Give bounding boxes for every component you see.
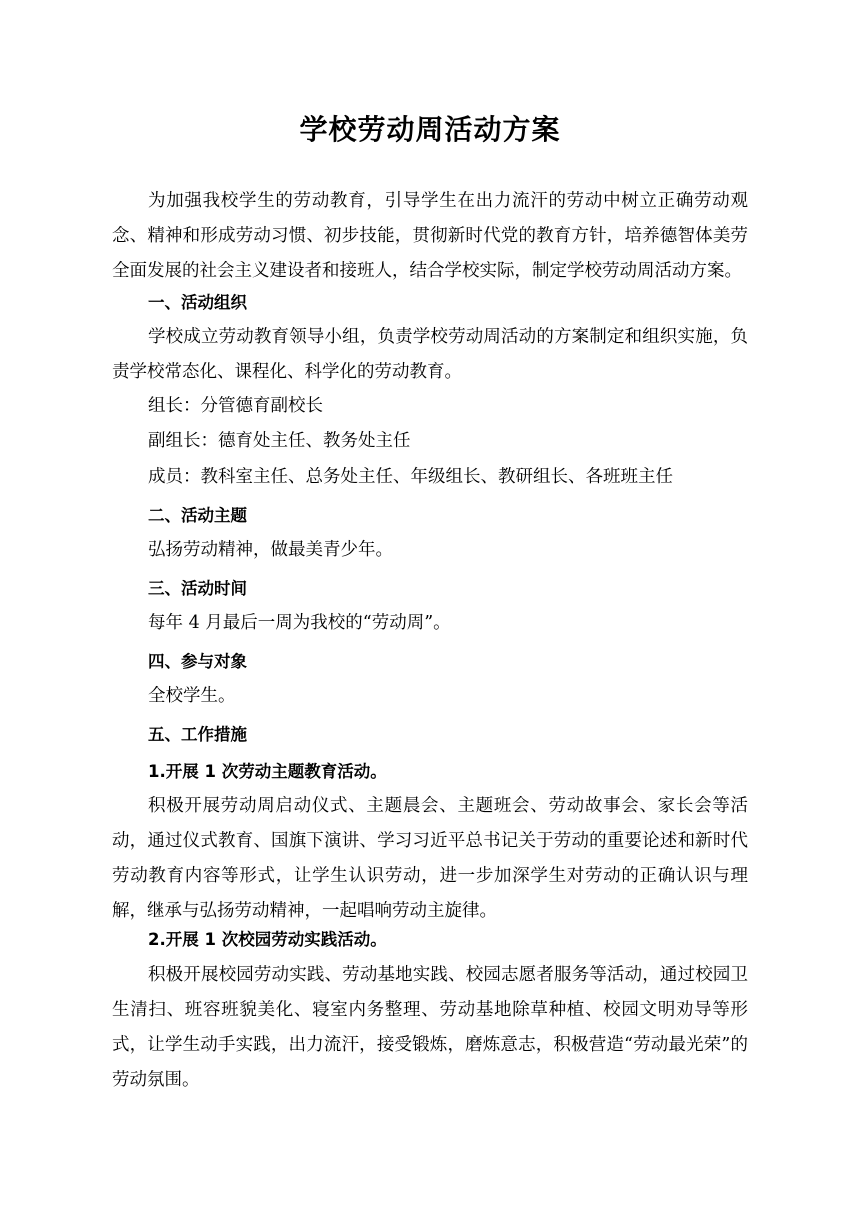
measure-1-paragraph: 积极开展劳动周启动仪式、主题晨会、主题班会、劳动故事会、家长会等活动，通过仪式教育、国旗下演讲、学习习近平总书记关于劳动的重要论述和新时代劳动教育内容等形式，让学生认识劳动，进一步加深学生对劳动的正确认识与理解，继承与弘扬劳动精神，一起唱响劳动主旋律。 <box>112 796 748 921</box>
theme-text: 弘扬劳动精神，做最美青少年。 <box>148 540 393 560</box>
section-heading-theme: 二、活动主题 <box>148 506 247 525</box>
measure-2-heading: 2.开展 1 次校园劳动实践活动。 <box>148 930 387 949</box>
members-line: 成员：教科室主任、总务处主任、年级组长、教研组长、各班班主任 <box>148 467 673 487</box>
section-heading-organization: 一、活动组织 <box>148 293 247 312</box>
vice-leader-line: 副组长：德育处主任、教务处主任 <box>148 431 411 451</box>
time-text: 每年 4 月最后一周为我校的“劳动周”。 <box>148 613 451 633</box>
leader-line: 组长：分管德育副校长 <box>148 396 323 416</box>
measure-2-paragraph: 积极开展校园劳动实践、劳动基地实践、校园志愿者服务等活动，通过校园卫生清扫、班容班貌美化、寝室内务整理、劳动基地除草种植、校园文明劝导等形式，让学生动手实践，出力流汗，接受锻炼，磨炼意志，积极营造“劳动最光荣”的劳动氛围。 <box>112 965 748 1090</box>
intro-paragraph: 为加强我校学生的劳动教育，引导学生在出力流汗的劳动中树立正确劳动观念、精神和形成劳动习惯、初步技能，贯彻新时代党的教育方针，培养德智体美劳全面发展的社会主义建设者和接班人，结合学校实际，制定学校劳动周活动方案。 <box>112 191 748 281</box>
organization-paragraph: 学校成立劳动教育领导小组，负责学校劳动周活动的方案制定和组织实施，负责学校常态化、课程化、科学化的劳动教育。 <box>112 327 748 382</box>
participants-text: 全校学生。 <box>148 686 236 706</box>
section-heading-time: 三、活动时间 <box>148 579 247 598</box>
document-title: 学校劳动周活动方案 <box>299 113 561 146</box>
measure-1-heading: 1.开展 1 次劳动主题教育活动。 <box>148 762 387 781</box>
section-heading-measures: 五、工作措施 <box>148 725 247 744</box>
section-heading-participants: 四、参与对象 <box>148 652 247 671</box>
